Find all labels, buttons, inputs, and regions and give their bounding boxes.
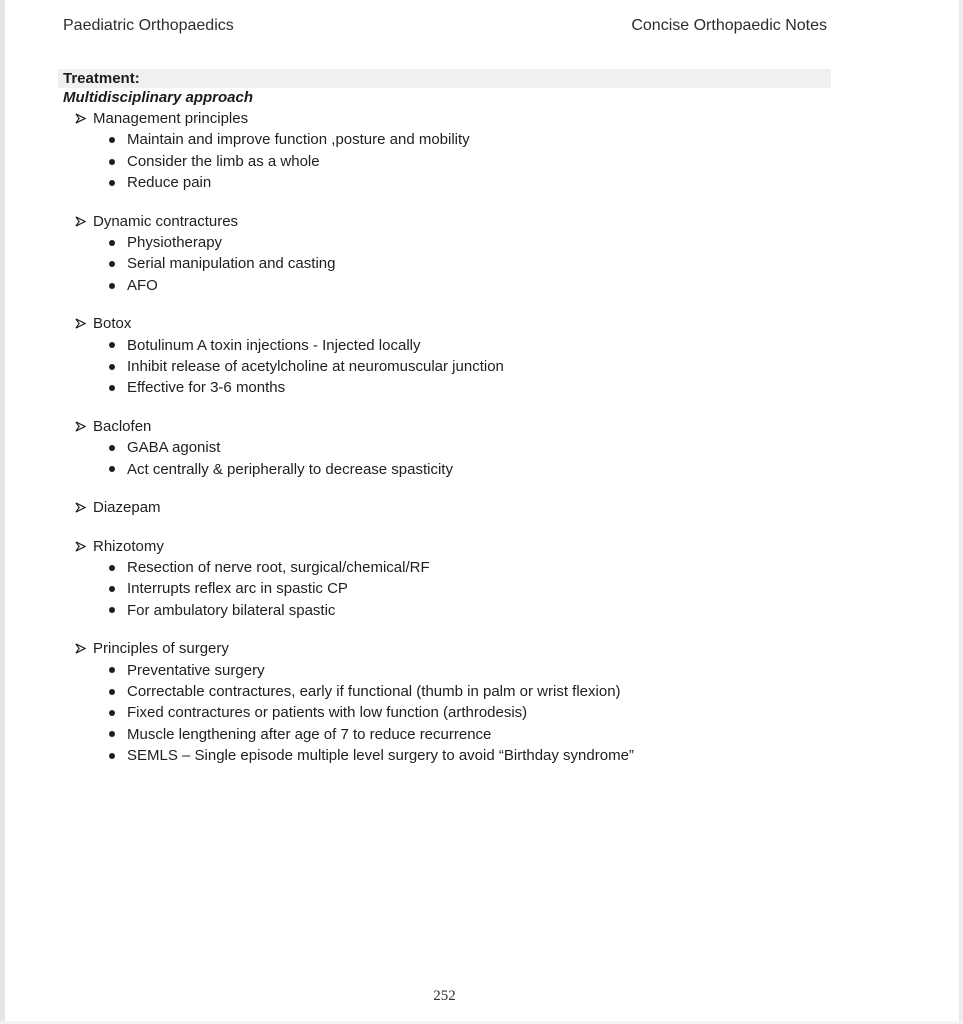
- sub-items: [58, 335, 831, 399]
- bullet-item: [58, 129, 831, 150]
- bullet-text: Reduce pain: [127, 174, 212, 192]
- bullet-dot-icon: [109, 159, 127, 165]
- topic-section: [58, 108, 831, 194]
- topic-title: Principles of surgery: [93, 640, 229, 658]
- bullet-dot-icon: [109, 710, 127, 716]
- arrowhead-bullet-icon: [75, 318, 93, 329]
- bullet-dot-icon: [109, 385, 127, 391]
- topic-row: [58, 638, 831, 659]
- bullet-item: [58, 702, 831, 723]
- bullet-dot-icon: [109, 137, 127, 143]
- bullet-text: Maintain and improve function ,posture and mobility: [127, 131, 470, 149]
- bullet-dot-icon: [109, 240, 127, 246]
- topic-title: Baclofen: [93, 417, 152, 435]
- bullet-text: SEMLS – Single episode multiple level surgery to avoid “Birthday syndrome”: [127, 747, 634, 765]
- bullet-text: GABA agonist: [127, 439, 221, 457]
- topic-title: Botox: [93, 315, 132, 333]
- bullet-text: Physiotherapy: [127, 234, 223, 252]
- bullet-dot-icon: [109, 753, 127, 759]
- header-right-title: Concise Orthopaedic Notes: [631, 17, 827, 34]
- topic-section: [58, 497, 831, 518]
- bullet-text: AFO: [127, 276, 158, 294]
- bullet-text: Muscle lengthening after age of 7 to reduce recurrence: [127, 725, 492, 743]
- topic-row: [58, 211, 831, 232]
- bullet-item: [58, 377, 831, 398]
- section-heading-treatment: [58, 69, 831, 88]
- bullet-item: [58, 557, 831, 578]
- topic-section: [58, 536, 831, 622]
- topic-title: Management principles: [93, 110, 249, 127]
- topic-row: [58, 416, 831, 437]
- sub-items: [58, 232, 831, 296]
- arrowhead-bullet-icon: [75, 541, 93, 552]
- bullet-dot-icon: [109, 586, 127, 592]
- arrowhead-bullet-icon: [75, 421, 93, 432]
- topic-title: Rhizotomy: [93, 537, 164, 555]
- topic-row: [58, 536, 831, 557]
- bullet-text: Effective for 3-6 months: [127, 379, 286, 397]
- topic-title: Diazepam: [93, 499, 161, 517]
- bullet-item: [58, 356, 831, 377]
- bullet-item: [58, 600, 831, 621]
- topic-row: [58, 108, 831, 129]
- bullet-item: [58, 151, 831, 172]
- topic-title: Dynamic contractures: [93, 212, 239, 230]
- bullet-text: Serial manipulation and casting: [127, 255, 336, 273]
- arrowhead-bullet-icon: [75, 502, 93, 513]
- bullet-dot-icon: [109, 607, 127, 613]
- sub-items: [58, 557, 831, 621]
- sub-items: [58, 660, 831, 767]
- bullet-dot-icon: [109, 466, 127, 472]
- bullet-text: Inhibit release of acetylcholine at neuromuscular junction: [127, 358, 504, 376]
- bullet-item: [58, 459, 831, 480]
- bullet-dot-icon: [109, 364, 127, 370]
- bullet-text: Resection of nerve root, surgical/chemical/RF: [127, 558, 430, 576]
- bullet-dot-icon: [109, 689, 127, 695]
- arrowhead-bullet-icon: [75, 216, 93, 227]
- bullet-dot-icon: [109, 565, 127, 571]
- bullet-dot-icon: [109, 342, 127, 348]
- bullet-text: For ambulatory bilateral spastic: [127, 601, 336, 619]
- sections: [58, 108, 831, 767]
- arrowhead-bullet-icon: [75, 113, 93, 124]
- topic-section: [58, 313, 831, 399]
- bullet-item: [58, 660, 831, 681]
- header-left-title: Paediatric Orthopaedics: [63, 17, 234, 34]
- bullet-item: [58, 335, 831, 356]
- sub-items: [58, 437, 831, 480]
- page-content: [58, 0, 831, 767]
- bullet-item: [58, 578, 831, 599]
- bullet-dot-icon: [109, 180, 127, 186]
- bullet-item: [58, 724, 831, 745]
- bullet-item: [58, 437, 831, 458]
- bullet-text: Fixed contractures or patients with low function (arthrodesis): [127, 704, 528, 722]
- topic-section: [58, 416, 831, 480]
- section-heading-label: Treatment:: [63, 70, 140, 87]
- topic-section: [58, 638, 831, 766]
- bullet-dot-icon: [109, 731, 127, 737]
- bullet-item: [58, 681, 831, 702]
- page-left-edge: [0, 0, 5, 1024]
- bullet-item: [58, 745, 831, 766]
- bullet-dot-icon: [109, 283, 127, 289]
- bullet-dot-icon: [109, 667, 127, 673]
- bullet-text: Act centrally & peripherally to decrease spasticity: [127, 460, 453, 478]
- bullet-text: Consider the limb as a whole: [127, 152, 320, 170]
- bullet-text: Correctable contractures, early if functional (thumb in palm or wrist flexion): [127, 682, 621, 700]
- bullet-dot-icon: [109, 261, 127, 267]
- running-header: [58, 0, 831, 36]
- subtitle-multidisciplinary: Multidisciplinary approach: [63, 89, 254, 106]
- bullet-text: Botulinum A toxin injections - Injected locally: [127, 336, 421, 354]
- arrowhead-bullet-icon: [75, 643, 93, 654]
- topic-row: [58, 497, 831, 518]
- bullet-item: [58, 232, 831, 253]
- bullet-item: [58, 253, 831, 274]
- topic-row: [58, 313, 831, 334]
- page-right-edge: [959, 0, 963, 1024]
- bullet-text: Preventative surgery: [127, 661, 265, 679]
- bullet-item: [58, 172, 831, 193]
- page-number: 252: [433, 988, 456, 1004]
- bullet-text: Interrupts reflex arc in spastic CP: [127, 580, 348, 598]
- bullet-dot-icon: [109, 445, 127, 451]
- sub-items: [58, 129, 831, 193]
- bullet-item: [58, 275, 831, 296]
- topic-section: [58, 211, 831, 297]
